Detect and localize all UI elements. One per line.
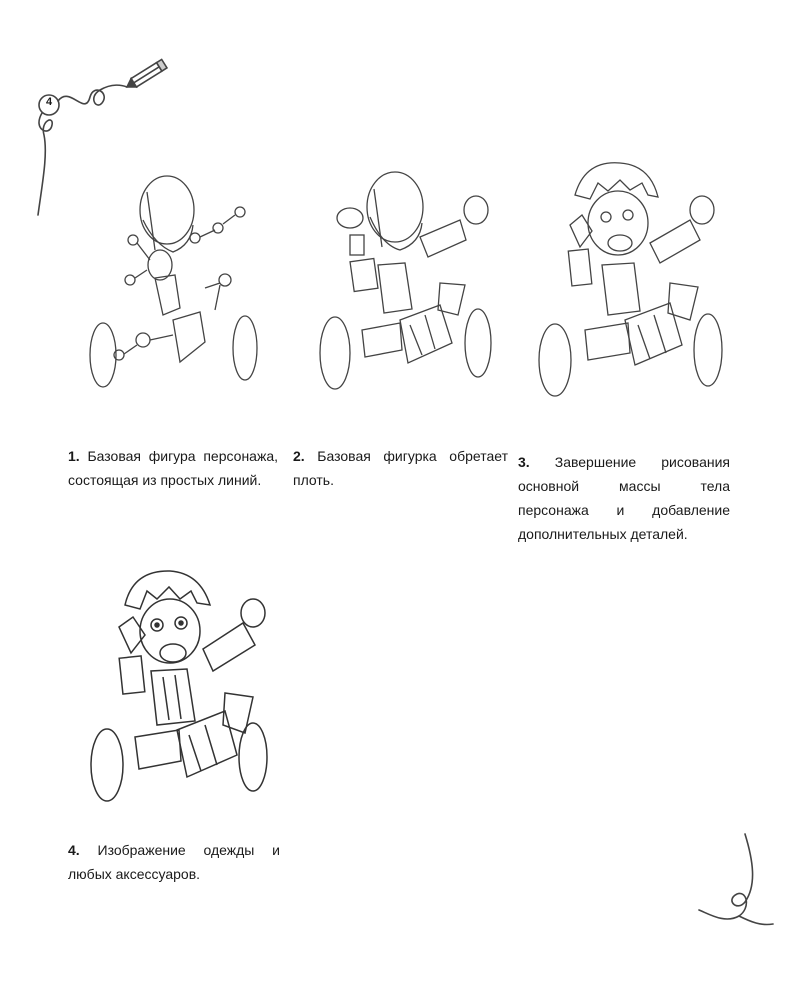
- step-2-drawing: [310, 165, 500, 400]
- step-2-text: Базовая фигурка обретает плоть.: [293, 448, 508, 488]
- step-1-caption: [68, 444, 278, 492]
- step-4-caption: [68, 838, 280, 886]
- step-4-drawing: [85, 565, 275, 805]
- step-1-drawing: [85, 170, 265, 400]
- step-3-text: Завершение рисования основной массы тела персонажа и добавление дополнительных деталей.: [518, 454, 731, 542]
- step-3-drawing: [530, 155, 730, 400]
- step-1-number: 1.: [68, 448, 80, 464]
- step-4-text: Изображение одежды и любых аксессуаров.: [68, 842, 280, 882]
- step-3-caption: [518, 450, 730, 546]
- step-3-number: 3.: [518, 454, 530, 470]
- swirl-ornament-icon: [695, 830, 775, 940]
- page-number: 4: [45, 96, 53, 108]
- step-2-caption: [293, 444, 508, 492]
- step-1-text: Базовая фигура персонажа, состоящая из простых линий.: [68, 448, 278, 488]
- step-4-number: 4.: [68, 842, 80, 858]
- step-2-number: 2.: [293, 448, 305, 464]
